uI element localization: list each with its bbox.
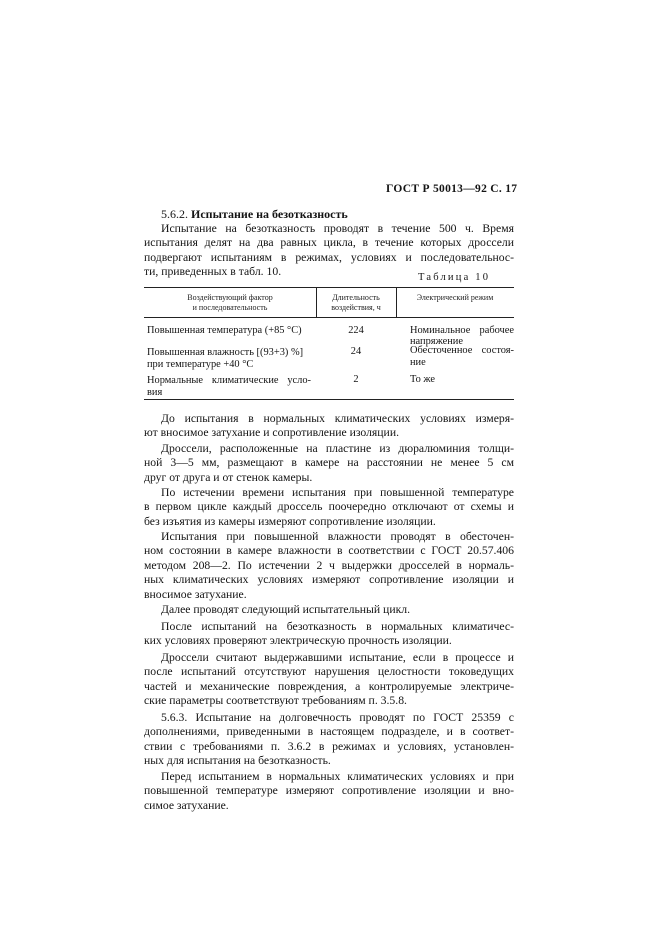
header-mode <box>396 293 514 303</box>
text-line: дополнениями, приведенными в настоящем подразделе, и в соответ- <box>144 725 514 739</box>
text-line: Испытания при повышенной влажности проводят в обесточен- <box>161 530 514 543</box>
cell-factor <box>147 375 311 399</box>
body-paragraph <box>144 603 514 617</box>
header-factor <box>144 293 316 312</box>
cell-mode <box>410 345 514 369</box>
table-rule-bottom <box>144 399 514 400</box>
text-line: ных климатических условиях измеряют сопротивление изоляции и <box>144 573 514 587</box>
text-line: вносимое затухание. <box>144 587 247 601</box>
text-line: в первом цикле каждый дроссель поочередно отключают от схемы и <box>144 500 514 514</box>
text-line: без изъятия из камеры измеряют сопротивление изоляции. <box>144 514 436 528</box>
text-line: ких условиях проверяют электрическую прочность изоляции. <box>144 634 452 648</box>
text-line: ют вносимое затухание и сопротивление изоляции. <box>144 426 399 440</box>
header-line: Электрический режим <box>416 293 494 302</box>
header-line: и последовательность <box>192 302 268 312</box>
cell-duration: 224 <box>348 325 364 336</box>
body-paragraph <box>144 651 514 709</box>
text-line: Дроссели считают выдержавшими испытание, если в процессе и <box>161 651 514 664</box>
table-rule-top <box>144 287 514 288</box>
cell-duration: 24 <box>350 346 362 357</box>
text-line: друг от друга и от стенок камеры. <box>144 470 313 484</box>
cell-factor <box>147 347 311 371</box>
text-line: По истечении времени испытания при повышенной температуре <box>161 486 514 499</box>
body-paragraph <box>144 530 514 602</box>
cell-mode <box>410 374 514 386</box>
text-line: испытания делят на два равных цикла, в течение которых дроссели <box>144 236 514 250</box>
text-line: После испытаний на безотказность в нормальных климатичес- <box>161 620 514 633</box>
text-line: ские параметры соответствуют требованиям п. 3.5.8. <box>144 694 407 708</box>
table-rule-header <box>144 317 514 318</box>
body-paragraph <box>144 412 514 441</box>
text-line: методом 208—2. По истечении 2 ч выдержки дросселей в нормаль- <box>144 558 514 572</box>
header-duration <box>316 293 396 312</box>
body-paragraph <box>144 711 514 769</box>
header-line: Длительность <box>332 293 380 302</box>
header-line: Воздействующий фактор <box>187 293 273 302</box>
data-table <box>144 287 514 399</box>
cell-line: Нормальные климатические усло- <box>147 375 311 386</box>
text-line: частей и механические повреждения, а контролируемые электриче- <box>144 679 514 693</box>
text-line: ти, приведенных в табл. 10. <box>144 265 282 279</box>
text-line: Дроссели, расположенные на пластине из дюралюминия толщи- <box>161 442 514 455</box>
section-title <box>161 207 348 222</box>
text-line: ном состоянии в камере влажности в соответствии с ГОСТ 20.57.406 <box>144 544 514 558</box>
text-line: после испытаний отсутствуют нарушения целостности токоведущих <box>144 665 514 679</box>
text-line: Перед испытанием в нормальных климатических условиях и при <box>161 770 514 783</box>
body-paragraph <box>144 442 514 485</box>
table-caption: Таблица 10 <box>418 272 491 283</box>
text-line: ной 3—5 мм, размещают в камере на расстоянии не менее 5 см <box>144 456 514 470</box>
cell-line: Обесточенное состоя- <box>410 345 514 356</box>
cell-line: ние <box>410 357 426 368</box>
body-paragraph <box>144 770 514 813</box>
cell-line: Номинальное рабочее <box>410 325 514 336</box>
section-heading: Испытание на безотказность <box>191 207 348 221</box>
text-line: ствии с требованиями п. 3.6.2 в режимах и условиях, установлен- <box>144 739 514 753</box>
text-line: подвергают испытаниям в режимах, условиях и последовательнос- <box>144 250 514 264</box>
cell-line: напряжение <box>410 336 463 347</box>
cell-line: То же <box>410 374 436 385</box>
text-line: ных для испытания на безотказность. <box>144 754 331 768</box>
cell-factor <box>147 325 311 337</box>
text-line: Испытание на безотказность проводят в течение 500 ч. Время <box>161 222 514 235</box>
cell-line: Повышенная температура (+85 °С) <box>147 325 302 336</box>
text-line: 5.6.3. Испытание на долговечность проводят по ГОСТ 25359 с <box>161 711 514 724</box>
cell-duration: 2 <box>353 374 359 385</box>
cell-line: вия <box>147 387 163 398</box>
section-number: 5.6.2. <box>161 207 188 221</box>
text-line: повышенной температуре измеряют сопротивление изоляции и вно- <box>144 784 514 798</box>
body-paragraph <box>144 486 514 529</box>
header-line: воздействия, ч <box>331 302 381 312</box>
intro-paragraph <box>144 222 514 280</box>
cell-line: при температуре +40 °С <box>147 359 254 370</box>
body-paragraph <box>144 620 514 649</box>
text-line: симое затухание. <box>144 798 229 812</box>
cell-line: Повышенная влажность [(93+3) %] <box>147 347 304 358</box>
text-line: Далее проводят следующий испытательный цикл. <box>161 603 411 616</box>
text-line: До испытания в нормальных климатических условиях измеря- <box>161 412 514 425</box>
page-header: ГОСТ Р 50013—92 С. 17 <box>386 183 518 195</box>
